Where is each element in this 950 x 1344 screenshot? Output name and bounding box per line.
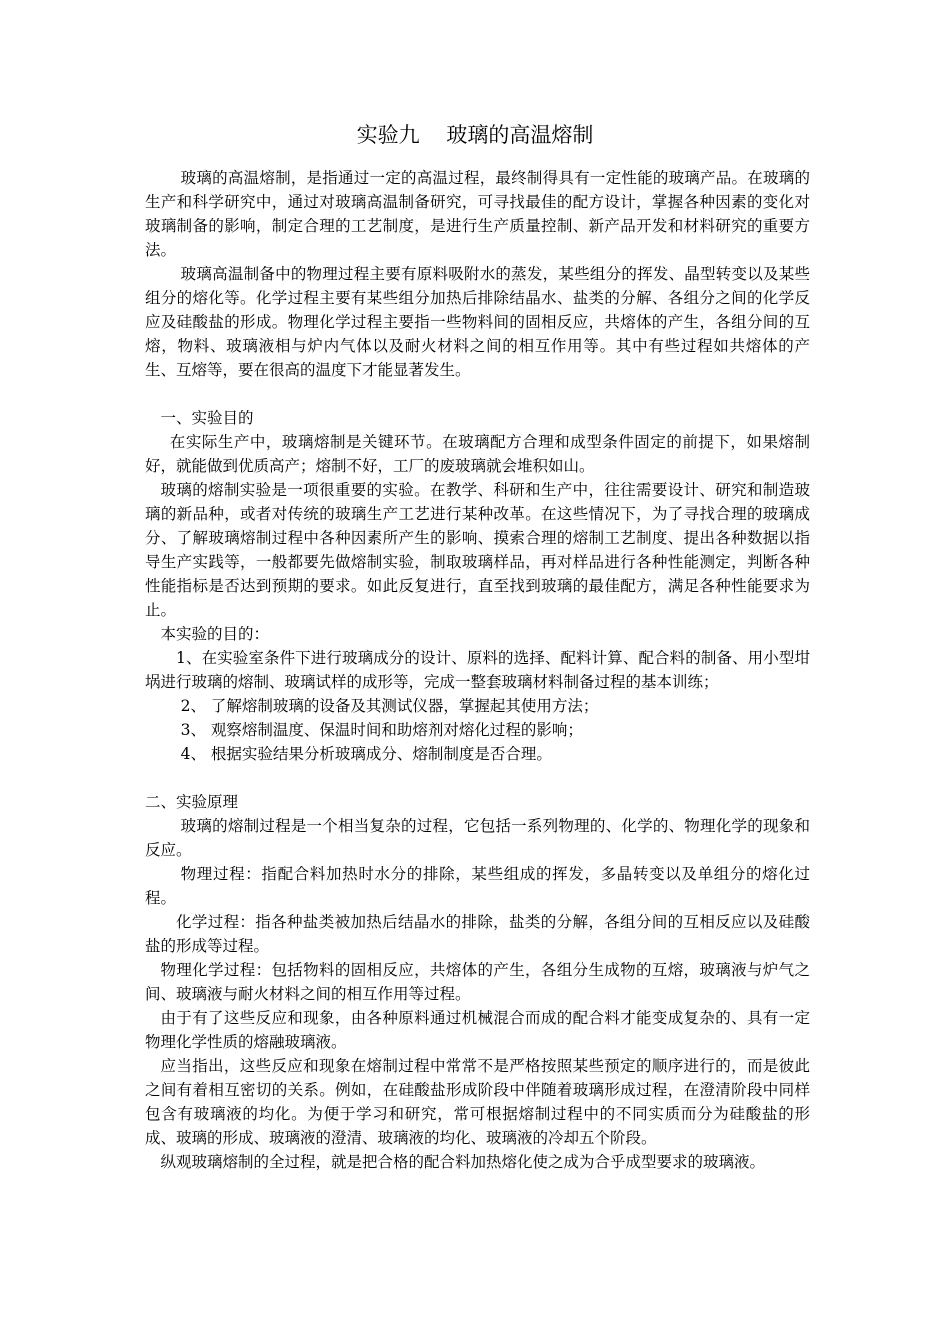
section-1-paragraph-1: 在实际生产中，玻璃熔制是关键环节。在玻璃配方合理和成型条件固定的前提下，如果熔制好，就能做到优质高产；熔制不好，工厂的废玻璃就会堆积如山。 (145, 433, 810, 475)
section-1-paragraph-3: 本实验的目的： (160, 625, 270, 643)
objective-item-1: 1、在实验室条件下进行玻璃成分的设计、原料的选择、配料计算、配合料的制备、用小型坩埚进行玻璃的熔制、玻璃试样的成形等，完成一整套玻璃材料制备过程的基本训练； (145, 649, 810, 691)
section-2-paragraph-7: 纵观玻璃熔制的全过程，就是把合格的配合料加热熔化使之成为合乎成型要求的玻璃液。 (160, 1153, 766, 1171)
section-1-paragraph-2: 玻璃的熔制实验是一项很重要的实验。在教学、科研和生产中，往往需要设计、研究和制造玻璃的新品种，或者对传统的玻璃生产工艺进行某种改革。在这些情况下，为了寻找合理的玻璃成分、了解玻璃熔制过程中各种因素所产生的影响、摸索合理的熔制工艺制度、提出各种数据以指导生产实践等，一般都要先做熔制实验，制取玻璃样品，再对样品进行各种性能测定，判断各种性能指标是否达到预期的要求。如此反复进行，直至找到玻璃的最佳配方，满足各种性能要求为止。 (145, 481, 810, 619)
section-2-paragraph-2: 物理过程：指配合料加热时水分的排除，某些组成的挥发，多晶转变以及单组分的熔化过程。 (145, 865, 810, 907)
document-body (145, 166, 810, 1174)
section-2-heading: 二、实验原理 (145, 793, 239, 811)
objective-item-3: 3、 观察熔制温度、保温时间和助熔剂对熔化过程的影响； (180, 721, 583, 739)
spacer (145, 766, 810, 790)
spacer (145, 382, 810, 406)
objective-item-4: 4、 根据实验结果分析玻璃成分、熔制制度是否合理。 (180, 745, 552, 763)
section-2-paragraph-1: 玻璃的熔制过程是一个相当复杂的过程，它包括一系列物理的、化学的、物理化学的现象和反应。 (145, 817, 810, 859)
section-2-paragraph-6: 应当指出，这些反应和现象在熔制过程中常常不是严格按照某些预定的顺序进行的，而是彼此之间有着相互密切的关系。例如，在硅酸盐形成阶段中伴随着玻璃形成过程，在澄清阶段中同样包含有玻璃液的均化。为便于学习和研究，常可根据熔制过程中的不同实质而分为硅酸盐的形成、玻璃的形成、玻璃液的澄清、玻璃液的均化、玻璃液的冷却五个阶段。 (145, 1057, 810, 1147)
page-title: 实验九 玻璃的高温熔制 (356, 123, 594, 147)
intro-paragraph-2: 玻璃高温制备中的物理过程主要有原料吸附水的蒸发，某些组分的挥发、晶型转变以及某些组分的熔化等。化学过程主要有某些组分加热后排除结晶水、盐类的分解、各组分之间的化学反应及硅酸盐的形成。物理化学过程主要指一些物料间的固相反应，共熔体的产生，各组分间的互熔，物料、玻璃液相与炉内气体以及耐火材料之间的相互作用等。其中有些过程如共熔体的产生、互熔等，要在很高的温度下才能显著发生。 (145, 265, 810, 379)
section-1-heading: 一、实验目的 (160, 409, 254, 427)
objective-item-2: 2、 了解熔制玻璃的设备及其测试仪器，掌握起其使用方法； (180, 697, 599, 715)
section-2-paragraph-5: 由于有了这些反应和现象，由各种原料通过机械混合而成的配合料才能变成复杂的、具有一定物理化学性质的熔融玻璃液。 (145, 1009, 810, 1051)
section-2-paragraph-4: 物理化学过程：包括物料的固相反应，共熔体的产生，各组分生成物的互熔，玻璃液与炉气之间、玻璃液与耐火材料之间的相互作用等过程。 (145, 961, 810, 1003)
intro-paragraph-1: 玻璃的高温熔制，是指通过一定的高温过程，最终制得具有一定性能的玻璃产品。在玻璃的生产和科学研究中，通过对玻璃高温制备研究，可寻找最佳的配方设计，掌握各种因素的变化对玻璃制备的影响，制定合理的工艺制度，是进行生产质量控制、新产品开发和材料研究的重要方法。 (145, 169, 810, 259)
section-2-paragraph-3: 化学过程：指各种盐类被加热后结晶水的排除，盐类的分解，各组分间的互相反应以及硅酸盐的形成等过程。 (145, 913, 810, 955)
